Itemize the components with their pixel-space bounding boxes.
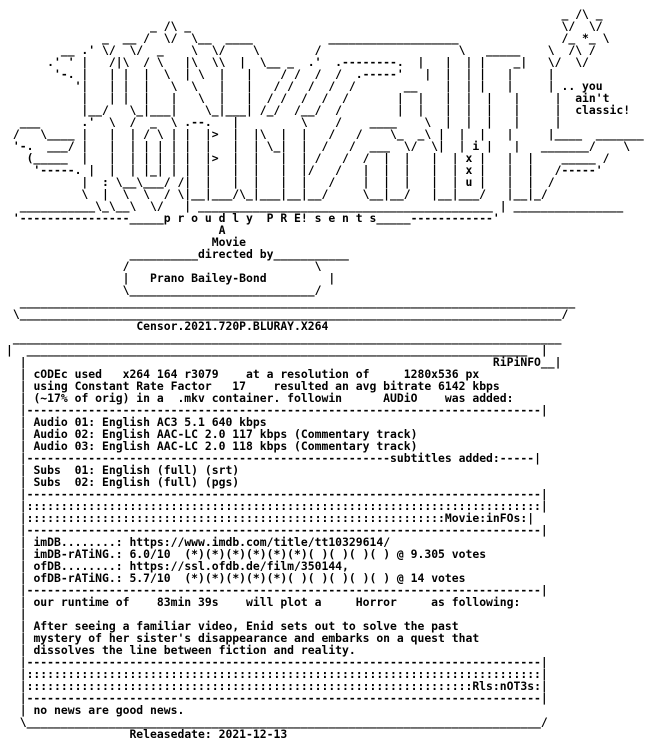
ofdb-label: ofDB........:: [33, 559, 123, 573]
logo-art: ___ .' \ / _ \ .--. | \ / ____ \ | | | | | / \____ | | | / \ | | |> | |\ | | / / \_ _\ | | | | |____ _______ '-. ___/ | | | | | | | | | | \_| | / / ___ \/ \| |: [12, 115, 644, 153]
box-border: |: [19, 427, 27, 441]
director-name: Prano Bailey-Bond: [150, 271, 267, 285]
notes-text: no news are good news.: [33, 703, 185, 717]
release-date: 2021-12-13: [218, 727, 288, 741]
logo-art: __________: [129, 247, 199, 261]
movieinfo-section-title: Movie:inFOs:: [444, 511, 528, 525]
logo-art: _____------------': [376, 211, 500, 225]
box-border: |: [19, 391, 27, 405]
codec-line: cODEc used x264 164 r3079 at a resolution of 1280x536 px: [33, 367, 480, 381]
subs-line: Subs 01: English (full) (srt): [33, 463, 240, 477]
box-border: |---------------------------------------------------------------------------| |:::::::::::::::::::::::::::::::::::::::::::::::::::::::::::::::::::::::::::| |:::::::::::::::::::::::::::::::::::::::::::::::::::::::::::::: [19, 487, 548, 525]
imdb-url[interactable]: https://www.imdb.com/title/tt10329614/: [129, 535, 391, 549]
tagline: .. you: [561, 79, 603, 93]
box-border: | |---------------------------------------------------------------------------| |: [19, 511, 548, 549]
subtitles-label: subtitles added:: [390, 451, 500, 465]
audio-line: Audio 03: English AAC-LC 2.0 118 kbps (Commentary track): [33, 439, 418, 453]
ofdb-rating-label: ofDB-rATiNG.:: [33, 571, 123, 585]
notes-section-title: Rls:nOT3s: [472, 679, 535, 693]
logo-art: ___________ / \ |: [122, 247, 349, 285]
box-border: |-----------------------------------------------------: [19, 451, 391, 465]
logo-art: | \___________________________/ _________________________________________________________________________________ \_______________________________________________________________________________/: [12, 271, 576, 321]
directed-by-text: directed by: [198, 247, 274, 261]
runtime-line: our runtime of 83min 39s will plot a Horror as following:: [33, 595, 521, 609]
audio-line: Audio 02: English AAC-LC 2.0 117 kbps (Commentary track): [33, 427, 418, 441]
box-border: :| |---------------------------------------------------------------------------| |: [19, 679, 548, 717]
box-border: |: [19, 439, 27, 453]
logo-art: | | | _____ / '-----. | | | |_| | | | | | | |/ / | | | | |: [33, 151, 610, 177]
release-name: Censor.2021.720P.BLURAY.X264: [136, 319, 329, 333]
presents-text: p r o u d l y P R E! s e n t s: [163, 211, 377, 225]
box-border: |---------------------------------------------------------------------------| |: [19, 583, 548, 609]
release-date-label: Releasedate:: [129, 727, 212, 741]
nfo-art: _ /\ _ _ /\ _ \/ \/ _ __ / \/ \__ ____ ___________________ /_ *_ \ __ .' \/ \/ _ \ \/ \ / \ _____ \ /\ / .' ' | /|\ / \ |\ \\ | \__ _ .' .--------. | | | | _| \/ \/ '-. | | | | \ | \ | | / / / / .-----' | | | | | | '| | | | \ \ | | / / / / / __ | | | | | .. you | | | | | \ | | / / / / / | | | | | | | ain't |__/ \_|___| \_|___| /_/ /__/ / | | | | | | | classic! ___ .' \ / _ \ .--. | \ / ____ \ | | | | | / \____ | | | / \ | | |> | |\ | | / / \_ _\ | | | | |____ _______ '-. ___/ | | | | | | | | | | \_| | / / ___ \/ \| | i | | _______/ \ (_____ | | | | | | | |> | | | | / / / | | | | x | | | _____ / '-----. | | | |_| | | | | | | |/ / | | | | | x | | | /-----' | : \__\___/ /| | | | | | / | | | | | u | | | / \ | \ \ / \|__|___/\_|___|__|__/ \__|__/ |__|___/ |__|_/ ___________\_\__\ \/ | ___________________________________________ | ________________ '----------------_____p r o u d l y P R E! s e n t s_____------------' A Movie __________directed by___________ / \ | Prano Bailey-Bond | \___________________________/ _________________________________________________________________________________ \_______________________________________________________________________________/ Censor.2021.720P.BLURAY.X264 ________________________________________________________________________________ | _________________________________________________________________________ | | RiPiNFO__| | cODEc used x264 164 r3079 at a resolution of 1280x536 px | using Constant Rate Factor 17 resulted an avg bitrate 6142 kbps | (~17% of orig) in a .mkv container. followin AUDiO was added: |---------------------------------------------------------------------------| | Audio 01: English AC3 5.1 640 kbps | Audio 02: English AAC-LC 2.0 117 kbps (Commentary track) | Audio 03: English AAC-LC 2.0 118 kbps (Commentary track) |-----------------------------------------------------subtitles added:-----| | Subs 01: English (full) (srt) | Subs 02: English (full) (pgs) |---------------------------------------------------------------------------| |:::::::::::::::::::::::::::::::::::::::::::::::::::::::::::::::::::::::::::| |:::::::::::::::::::::::::::::::::::::::::::::::::::::::::::::Movie:inFOs:| |---------------------------------------------------------------------------| | imDB........: https://www.imdb.com/title/tt10329614/ | imDB-rATiNG.: 6.0/10 (*)(*)(*)(*)(*)(*)( )( )( )( ) @ 9.305 votes | ofDB........: https://ssl.ofdb.de/film/350144, | ofDB-rATiNG.: 5.7/10 (*)(*)(*)(*)(*)( )( )( )( )( ) @ 14 votes |---------------------------------------------------------------------------| | our runtime of 83min 39s will plot a Horror as following: | | After seeing a familiar video, Enid sets out to solve the past | mystery of her sister's disappearance and embarks on a quest that | dissolves the line between fiction and reality. |---------------------------------------------------------------------------| |:::::::::::::::::::::::::::::::::::::::::::::::::::::::::::::::::::::::::::| |:::::::::::::::::::::::::::::::::::::::::::::::::::::::::::::::::Rls:nOT3s:| |---------------------------------------------------------------------------| | no news are good news. \___________________________________________________________________________/ Releasedate: 2021-12-13: [6, 7, 644, 741]
logo-art: | | | /-----' | : \__\___/ /| | | | | | / | | | | |: [81, 163, 603, 189]
crf-line: using Constant Rate Factor 17 resulted an avg bitrate 6142 kbps: [33, 379, 500, 393]
box-border: __| |: [19, 355, 562, 381]
box-border: \___________________________________________________________________________/: [19, 715, 548, 729]
box-border: |: [19, 643, 27, 657]
box-border: ________________________________________________________________________________ | _________________________________________________________________________ | |: [6, 331, 562, 369]
logo-art: |__/ \_|___| \_|___| /_/ /__/ / | | | | | | |: [81, 103, 562, 117]
imdb-rating-label: imDB-rATiNG.:: [33, 547, 123, 561]
logo-art: | | | | | \ | | / / / / / | | | | | | |: [6, 91, 576, 105]
plot-line: After seeing a familiar video, Enid sets out to solve the past: [33, 619, 459, 633]
ripinfo-section-title: RiPiNFO: [492, 355, 541, 369]
box-border: |---------------------------------------------------------------------------| |: [19, 403, 548, 429]
plot-line: mystery of her sister's disappearance and embarks on a quest that: [33, 631, 480, 645]
box-border: | |: [19, 607, 27, 633]
imdb-rating: 6.0/10 (*)(*)(*)(*)(*)(*)( )( )( )( ) @ 9.305 votes: [129, 547, 487, 561]
plot-line: dissolves the line between fiction and reality.: [33, 643, 356, 657]
box-border: -----| |: [19, 451, 541, 477]
box-border: |: [19, 379, 27, 393]
ofdb-rating: 5.7/10 (*)(*)(*)(*)(*)( )( )( )( )( ) @ 14 votes: [129, 571, 466, 585]
a-text: A: [218, 223, 226, 237]
box-border: |: [19, 475, 27, 489]
subs-line: Subs 02: English (full) (pgs): [33, 475, 240, 489]
box-border: |: [19, 547, 27, 561]
imdb-label: imDB........:: [33, 535, 123, 549]
logo-art: | | _______/ \ (_____ | | | | | | | |> | | | | / / / | | | |: [26, 139, 631, 165]
box-border: |---------------------------------------------------------------------------| |:::::::::::::::::::::::::::::::::::::::::::::::::::::::::::::::::::::::::::| |:::::::::::::::::::::::::::::::::::::::::::::::::::::::::::::::::: [19, 655, 548, 693]
logo-art: | | | / \ | \ \ / \|__|___/\_|___|__|__/ \__|__/ |__|___/ |__|_/ ___________\_\__\ \/ | ___________________________________________ | ________________ '----------------_____: [12, 175, 624, 225]
logo-art: _ /\ _ _ /\ _ \/ \/ _ __ / \/ \__ ____ ___________________ /_ *_ \ __ .' \/ \/ _ \ \/ \ / \ _____ \ /\ / .' ' | /|\ / \ |\ \\ | \__ _ .' .--------. | | | | _| \/ \/ '-. | | | | \ | \ | | / / / / .-----' | | | | | | '| | | | \ \ | | / / / / / __ | | | | |: [47, 7, 610, 93]
audio-line: Audio 01: English AC3 5.1 640 kbps: [33, 415, 267, 429]
ofdb-url[interactable]: https://ssl.ofdb.de/film/350144,: [129, 559, 349, 573]
box-border: |: [19, 631, 27, 645]
movie-text: Movie: [211, 235, 247, 249]
container-line: (~17% of orig) in a .mkv container. followin AUDiO was added:: [33, 391, 514, 405]
box-border: |: [19, 571, 27, 585]
box-border: |: [19, 559, 27, 573]
